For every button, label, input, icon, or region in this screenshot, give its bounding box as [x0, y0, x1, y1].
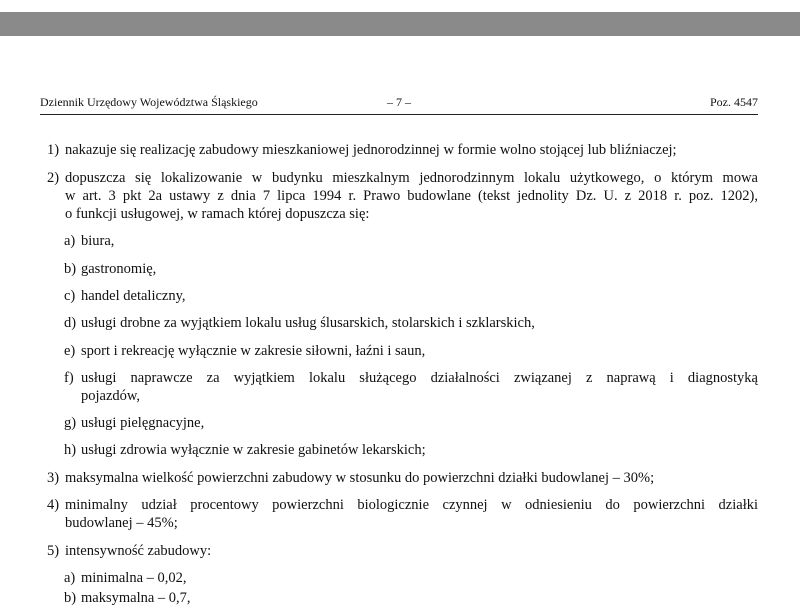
sub-item-text: usługi drobne za wyjątkiem lokalu usług ślusarskich, stolarskich i szklarskich,	[81, 315, 535, 331]
list-item-text: intensywność zabudowy:	[65, 543, 212, 559]
sub-item-text: pojazdów,	[81, 388, 141, 404]
sub-item-text: usługi pielęgnacyjne,	[81, 415, 205, 431]
journal-title: Dziennik Urzędowy Województwa Śląskiego	[40, 95, 258, 109]
sub-item-letter: e)	[64, 343, 76, 359]
list-item-text: w art. 3 pkt 2a ustawy z dnia 7 lipca 1994 r. Prawo budowlane (tekst jednolity Dz. U. z 2018 r. poz. 1202),	[65, 188, 758, 204]
list-item-text: dopuszcza się lokalizowanie w budynku mieszkalnym jednorodzinnym lokalu użytkowego, o którym mowa	[65, 170, 758, 186]
sub-item-letter: d)	[64, 315, 77, 331]
sub-item-letter: h)	[64, 442, 77, 458]
sub-item-letter: b)	[64, 590, 77, 606]
sub-item-text: handel detaliczny,	[81, 288, 186, 304]
sub-item-letter: a)	[64, 233, 76, 249]
sub-item-letter: f)	[64, 370, 74, 386]
list-item-text: o funkcji usługowej, w ramach której dopuszcza się:	[65, 206, 370, 222]
sub-item-letter: b)	[64, 261, 77, 277]
sub-item-letter: c)	[64, 288, 76, 304]
sub-item-text: minimalna – 0,02,	[81, 570, 187, 586]
list-item-text: maksymalna wielkość powierzchni zabudowy w stosunku do powierzchni działki budowlanej – 30%;	[65, 470, 655, 486]
sub-item-text: maksymalna – 0,7,	[81, 590, 191, 606]
list-item-text: budowlanej – 45%;	[65, 515, 178, 531]
sub-item-text: gastronomię,	[81, 261, 157, 277]
sub-item-text: biura,	[81, 233, 115, 249]
list-item-number: 4)	[47, 497, 60, 513]
position-number: Poz. 4547	[710, 95, 758, 109]
sub-item-text: usługi zdrowia wyłącznie w zakresie gabinetów lekarskich;	[81, 442, 426, 458]
sub-item-letter: a)	[64, 570, 76, 586]
list-item-number: 2)	[47, 170, 60, 186]
sub-item-letter: g)	[64, 415, 77, 431]
page-number: – 7 –	[387, 95, 411, 109]
list-item-number: 1)	[47, 142, 60, 158]
list-item-text: minimalny udział procentowy powierzchni biologicznie czynnej w odniesieniu do powierzchni działki	[65, 497, 758, 513]
list-item-number: 5)	[47, 543, 60, 559]
sub-item-text: usługi naprawcze za wyjątkiem lokalu służącego działalności związanej z naprawą i diagnostyką	[81, 370, 758, 386]
list-item-text: nakazuje się realizację zabudowy mieszkaniowej jednorodzinnej w formie wolno stojącej lub bliźniaczej;	[65, 142, 677, 158]
list-item-number: 3)	[47, 470, 60, 486]
sub-item-text: sport i rekreację wyłącznie w zakresie siłowni, łaźni i saun,	[81, 343, 426, 359]
